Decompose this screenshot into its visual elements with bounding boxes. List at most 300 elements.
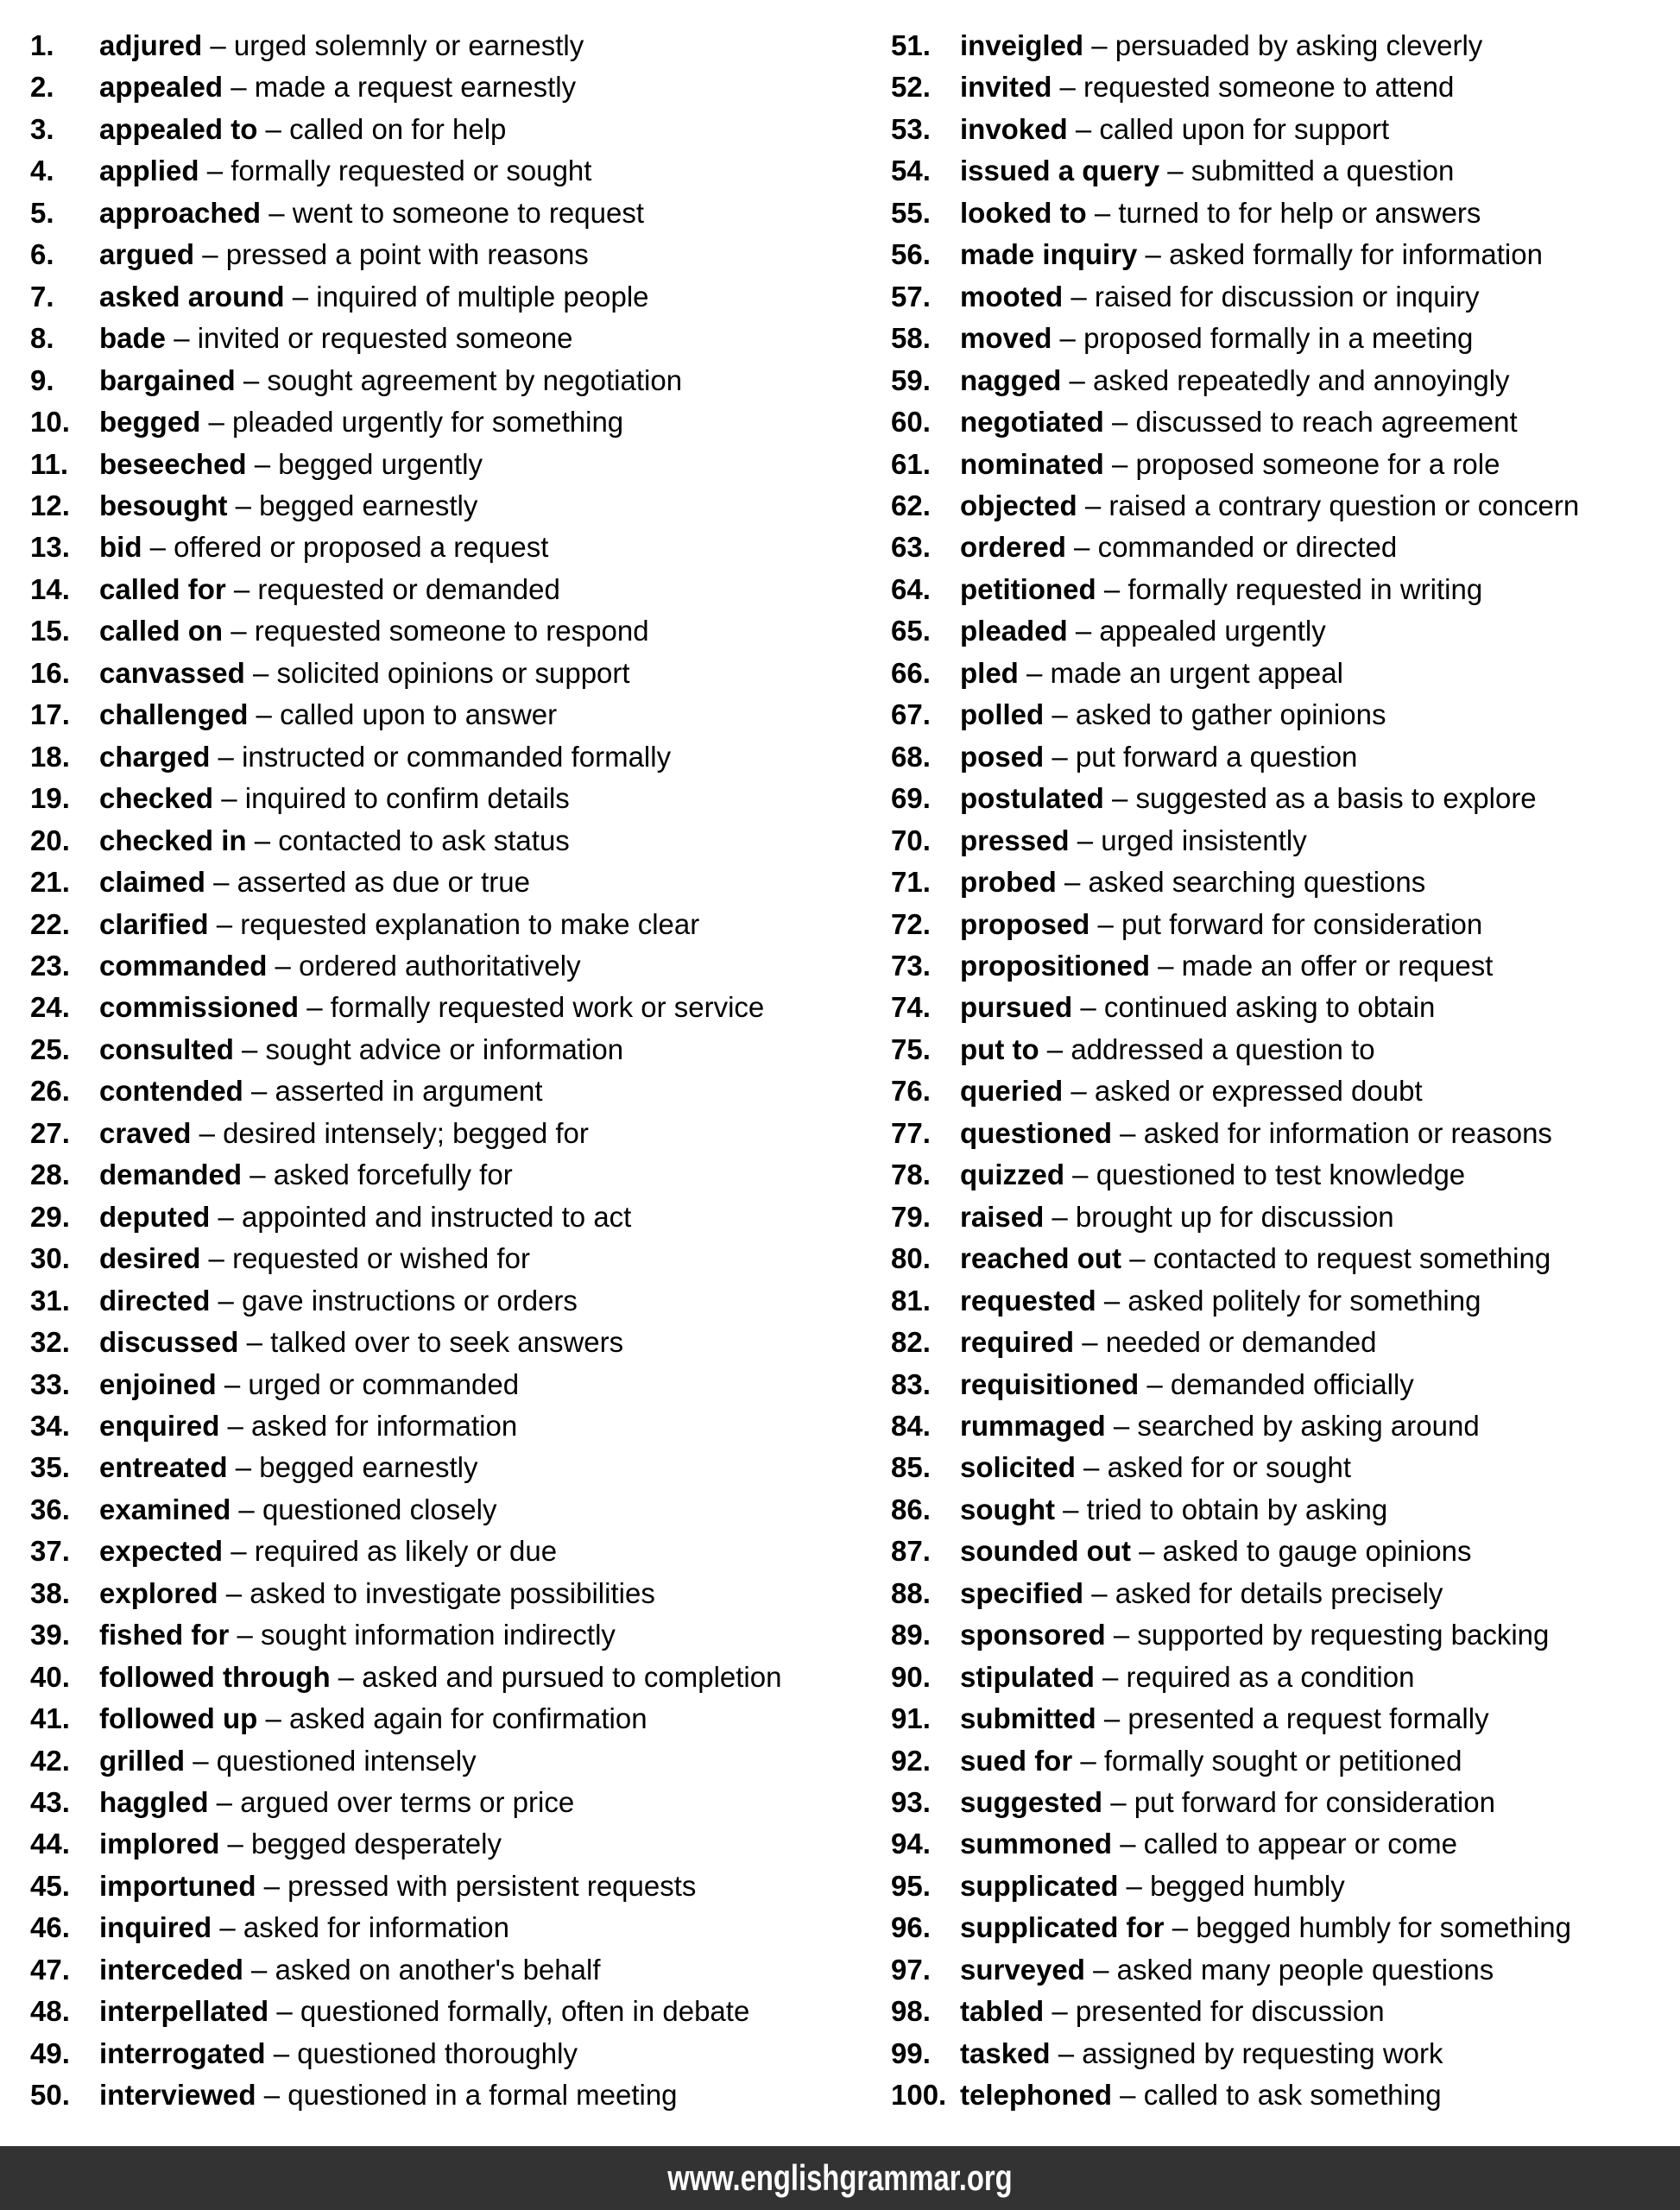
- item-entry: [960, 322, 1473, 354]
- list-item: [891, 1405, 1680, 1447]
- item-number: 50.: [30, 2079, 70, 2112]
- item-definition: – suggested as a basis to explore: [1103, 782, 1537, 815]
- list-item: [891, 1154, 1680, 1196]
- item-definition: – sought agreement by negotiation: [235, 363, 683, 396]
- item-entry: [99, 1745, 477, 1777]
- item-term: besought: [99, 489, 228, 521]
- item-definition: – made an offer or request: [1149, 949, 1494, 982]
- item-definition: – asked for information: [219, 1409, 518, 1442]
- item-definition: – pressed a point with reasons: [194, 238, 589, 271]
- list-item: [891, 1698, 1680, 1740]
- item-number: 65.: [891, 615, 931, 647]
- item-number: 17.: [30, 698, 70, 731]
- item-term: craved: [99, 1116, 192, 1149]
- item-definition: – searched by asking around: [1105, 1409, 1480, 1442]
- item-term: commanded: [99, 949, 268, 982]
- list-item: [30, 1740, 891, 1782]
- item-term: supplicated for: [960, 1911, 1165, 1944]
- list-item: [891, 1614, 1680, 1656]
- item-entry: [99, 615, 649, 647]
- item-number: 36.: [30, 1493, 70, 1525]
- item-entry: [960, 1828, 1457, 1860]
- item-definition: – pleaded urgently for something: [200, 406, 624, 439]
- item-entry: [99, 1117, 589, 1149]
- item-entry: [960, 1326, 1377, 1358]
- list-item: [891, 1949, 1680, 1991]
- list-item: [30, 1280, 891, 1322]
- item-number: 39.: [30, 1619, 70, 1651]
- item-term: nominated: [960, 447, 1104, 480]
- item-entry: [99, 1911, 509, 1943]
- item-term: examined: [99, 1493, 231, 1525]
- item-entry: [960, 489, 1579, 521]
- list-item: [30, 1949, 891, 1991]
- item-definition: – requested someone to attend: [1052, 71, 1455, 104]
- list-item: [891, 109, 1680, 150]
- item-number: 80.: [891, 1242, 931, 1275]
- item-definition: – asked or expressed doubt: [1063, 1075, 1423, 1108]
- item-number: 35.: [30, 1451, 70, 1484]
- item-term: argued: [99, 238, 195, 271]
- item-definition: – asked formally for information: [1137, 238, 1543, 271]
- item-entry: [960, 155, 1454, 186]
- item-number: 71.: [891, 866, 931, 899]
- item-entry: [99, 155, 591, 186]
- item-number: 59.: [891, 363, 931, 396]
- item-entry: [960, 113, 1389, 145]
- item-entry: [960, 657, 1343, 689]
- item-definition: – appointed and instructed to act: [210, 1200, 632, 1233]
- item-number: 55.: [891, 196, 931, 229]
- item-number: 10.: [30, 406, 70, 439]
- list-item: [891, 1238, 1680, 1279]
- item-definition: – needed or demanded: [1074, 1326, 1377, 1359]
- item-number: 45.: [30, 1869, 70, 1902]
- list-item: [30, 276, 891, 318]
- item-entry: [960, 698, 1386, 730]
- item-number: 19.: [30, 782, 70, 815]
- list-item: [30, 485, 891, 527]
- item-definition: – pressed with persistent requests: [256, 1869, 697, 1902]
- item-number: 63.: [891, 531, 931, 564]
- item-number: 9.: [30, 363, 54, 396]
- item-definition: – begged urgently: [246, 447, 483, 480]
- item-number: 1.: [30, 29, 54, 61]
- list-item: [891, 736, 1680, 778]
- item-entry: [99, 1075, 543, 1107]
- list-item: [30, 2074, 891, 2116]
- item-term: asked around: [99, 280, 285, 313]
- item-number: 62.: [891, 489, 931, 521]
- item-number: 74.: [891, 991, 931, 1024]
- item-number: 6.: [30, 238, 54, 271]
- list-item: [891, 610, 1680, 652]
- item-definition: – asserted in argument: [243, 1075, 543, 1108]
- list-item: [30, 444, 891, 485]
- item-definition: – asked on another's behalf: [243, 1953, 601, 1986]
- item-term: demanded: [99, 1159, 243, 1191]
- item-number: 81.: [891, 1284, 931, 1317]
- item-entry: [960, 1745, 1462, 1777]
- item-number: 21.: [30, 866, 70, 899]
- item-term: begged: [99, 406, 201, 439]
- item-definition: – persuaded by asking cleverly: [1083, 29, 1483, 61]
- item-definition: – asserted as due or true: [205, 866, 530, 899]
- item-entry: [99, 824, 570, 856]
- item-number: 48.: [30, 1995, 70, 2028]
- item-definition: – requested or wished for: [200, 1242, 530, 1275]
- list-item: [30, 1991, 891, 2032]
- list-item: [30, 1614, 891, 1656]
- item-entry: [960, 908, 1482, 940]
- item-term: entreated: [99, 1451, 228, 1484]
- item-entry: [960, 1117, 1552, 1149]
- list-item: [891, 193, 1680, 234]
- item-definition: – urged solemnly or earnestly: [202, 29, 584, 61]
- item-definition: – proposed formally in a meeting: [1052, 322, 1474, 355]
- item-entry: [960, 238, 1543, 270]
- item-number: 64.: [891, 572, 931, 605]
- item-entry: [99, 1577, 655, 1609]
- item-definition: – asked forcefully for: [242, 1159, 513, 1191]
- item-definition: – asked and pursued to completion: [330, 1660, 782, 1693]
- item-number: 14.: [30, 572, 70, 605]
- list-item: [891, 360, 1680, 401]
- item-number: 44.: [30, 1828, 70, 1860]
- item-definition: – called to ask something: [1112, 2079, 1442, 2112]
- item-term: mooted: [960, 280, 1064, 313]
- list-item: [891, 527, 1680, 568]
- list-item: [891, 1907, 1680, 1948]
- item-number: 27.: [30, 1116, 70, 1149]
- item-term: called for: [99, 572, 226, 605]
- item-definition: – continued asking to obtain: [1072, 991, 1436, 1024]
- item-definition: – went to someone to request: [261, 196, 644, 229]
- item-entry: [99, 238, 589, 270]
- item-definition: – asked again for confirmation: [257, 1702, 647, 1735]
- item-term: adjured: [99, 29, 203, 61]
- item-definition: – urged insistently: [1069, 824, 1307, 856]
- item-definition: – contacted to ask status: [246, 824, 570, 856]
- item-number: 32.: [30, 1326, 70, 1359]
- item-entry: [960, 1285, 1481, 1317]
- list-item: [30, 569, 891, 610]
- item-entry: [960, 2037, 1443, 2069]
- item-number: 92.: [891, 1744, 931, 1777]
- item-term: supplicated: [960, 1869, 1119, 1902]
- list-item: [891, 1531, 1680, 1572]
- item-term: reached out: [960, 1242, 1122, 1275]
- item-definition: – requested explanation to make clear: [208, 907, 700, 940]
- item-definition: – invited or requested someone: [166, 322, 573, 355]
- list-item: [30, 109, 891, 150]
- item-term: bade: [99, 322, 167, 355]
- item-definition: – begged humbly for something: [1164, 1911, 1571, 1944]
- item-definition: – sought advice or information: [233, 1032, 624, 1065]
- item-entry: [960, 1577, 1443, 1609]
- list-item: [891, 1197, 1680, 1238]
- item-entry: [960, 866, 1425, 898]
- item-entry: [960, 782, 1537, 814]
- item-number: 93.: [891, 1786, 931, 1819]
- item-term: interviewed: [99, 2079, 256, 2112]
- item-number: 42.: [30, 1744, 70, 1777]
- item-number: 66.: [891, 656, 931, 689]
- item-term: made inquiry: [960, 238, 1138, 271]
- item-entry: [99, 698, 557, 730]
- item-number: 61.: [891, 447, 931, 480]
- item-term: raised: [960, 1200, 1045, 1233]
- item-definition: – gave instructions or orders: [210, 1284, 578, 1317]
- item-entry: [960, 1075, 1423, 1107]
- item-term: sponsored: [960, 1619, 1106, 1651]
- item-term: posed: [960, 740, 1045, 773]
- item-number: 79.: [891, 1200, 931, 1233]
- item-entry: [960, 406, 1518, 438]
- word-list-column-2: [891, 25, 1680, 2117]
- item-entry: [960, 71, 1454, 103]
- item-number: 47.: [30, 1953, 70, 1986]
- item-entry: [99, 29, 584, 61]
- item-entry: [960, 1535, 1471, 1567]
- list-item: [30, 1029, 891, 1070]
- item-entry: [99, 281, 649, 313]
- item-definition: – made a request earnestly: [223, 71, 577, 104]
- item-definition: – turned to for help or answers: [1086, 196, 1481, 229]
- list-item: [30, 1907, 891, 1948]
- item-entry: [99, 1451, 477, 1483]
- item-number: 94.: [891, 1828, 931, 1860]
- item-definition: – asked searching questions: [1056, 866, 1426, 899]
- item-term: charged: [99, 740, 211, 773]
- item-number: 26.: [30, 1075, 70, 1108]
- item-number: 33.: [30, 1367, 70, 1400]
- item-definition: – ordered authoritatively: [267, 949, 581, 982]
- item-term: checked: [99, 782, 214, 815]
- item-number: 15.: [30, 615, 70, 647]
- item-term: interceded: [99, 1953, 243, 1986]
- item-term: followed through: [99, 1660, 331, 1693]
- item-entry: [99, 406, 623, 438]
- list-item: [30, 1113, 891, 1154]
- item-number: 16.: [30, 656, 70, 689]
- item-number: 85.: [891, 1451, 931, 1484]
- item-term: requested: [960, 1284, 1096, 1317]
- list-item: [891, 1070, 1680, 1112]
- item-entry: [99, 657, 630, 689]
- item-definition: – required as a condition: [1094, 1660, 1415, 1693]
- item-term: tabled: [960, 1995, 1045, 2028]
- item-definition: – called to appear or come: [1112, 1828, 1457, 1860]
- item-number: 68.: [891, 740, 931, 773]
- list-item: [30, 1657, 891, 1698]
- item-term: negotiated: [960, 406, 1104, 439]
- item-number: 70.: [891, 824, 931, 856]
- list-item: [30, 904, 891, 945]
- item-entry: [99, 1661, 781, 1693]
- item-term: clarified: [99, 907, 209, 940]
- list-item: [30, 1154, 891, 1196]
- list-item: [30, 1405, 891, 1447]
- item-entry: [99, 1368, 519, 1400]
- item-number: 84.: [891, 1409, 931, 1442]
- list-item: [891, 2033, 1680, 2074]
- item-term: beseeched: [99, 447, 247, 480]
- item-number: 5.: [30, 196, 54, 229]
- item-entry: [99, 1201, 631, 1233]
- item-definition: – questioned intensely: [185, 1744, 477, 1777]
- item-number: 34.: [30, 1409, 70, 1442]
- item-term: discussed: [99, 1326, 239, 1359]
- item-number: 75.: [891, 1032, 931, 1065]
- item-number: 51.: [891, 29, 931, 61]
- item-definition: – solicited opinions or support: [244, 656, 630, 689]
- item-term: followed up: [99, 1702, 258, 1735]
- item-term: interrogated: [99, 2036, 266, 2069]
- item-entry: [99, 364, 682, 396]
- list-item: [891, 276, 1680, 318]
- item-definition: – proposed someone for a role: [1103, 447, 1500, 480]
- item-entry: [99, 950, 581, 982]
- item-definition: – asked for or sought: [1075, 1451, 1352, 1484]
- item-term: checked in: [99, 824, 247, 856]
- item-term: surveyed: [960, 1953, 1085, 1986]
- item-number: 53.: [891, 112, 931, 145]
- list-item: [30, 318, 891, 359]
- list-item: [30, 1531, 891, 1572]
- item-definition: – asked to investigate possibilities: [218, 1576, 655, 1609]
- item-definition: – assigned by requesting work: [1050, 2036, 1443, 2069]
- item-definition: – presented a request formally: [1096, 1702, 1489, 1735]
- item-entry: [960, 197, 1481, 229]
- item-number: 72.: [891, 907, 931, 940]
- item-number: 52.: [891, 71, 931, 104]
- item-term: postulated: [960, 782, 1104, 815]
- item-entry: [960, 991, 1435, 1023]
- item-entry: [960, 531, 1397, 563]
- list-item: [891, 66, 1680, 108]
- item-entry: [960, 1870, 1345, 1902]
- item-definition: – talked over to seek answers: [238, 1326, 624, 1359]
- item-entry: [99, 1870, 696, 1902]
- item-entry: [99, 908, 699, 940]
- item-entry: [960, 1493, 1387, 1525]
- item-definition: – raised for discussion or inquiry: [1063, 280, 1480, 313]
- list-item: [891, 1322, 1680, 1363]
- item-entry: [99, 531, 548, 563]
- item-term: looked to: [960, 196, 1087, 229]
- item-definition: – begged earnestly: [227, 489, 478, 521]
- item-definition: – asked politely for something: [1096, 1284, 1481, 1317]
- item-term: tasked: [960, 2036, 1051, 2069]
- item-definition: – asked to gather opinions: [1044, 698, 1386, 731]
- item-term: applied: [99, 155, 199, 187]
- item-entry: [99, 1326, 623, 1358]
- list-item: [891, 1113, 1680, 1154]
- item-number: 18.: [30, 740, 70, 773]
- item-number: 37.: [30, 1535, 70, 1568]
- item-entry: [99, 1786, 574, 1818]
- item-term: contended: [99, 1075, 243, 1108]
- item-entry: [960, 573, 1482, 605]
- website-url: www.englishgrammar.org: [667, 2157, 1013, 2198]
- item-term: issued a query: [960, 155, 1160, 187]
- item-term: solicited: [960, 1451, 1076, 1484]
- item-number: 96.: [891, 1911, 931, 1944]
- list-item: [30, 1322, 891, 1363]
- item-number: 29.: [30, 1200, 70, 1233]
- item-term: moved: [960, 322, 1052, 355]
- list-item: [891, 318, 1680, 359]
- item-entry: [960, 1661, 1414, 1693]
- item-term: telephoned: [960, 2079, 1113, 2112]
- item-definition: – addressed a question to: [1039, 1032, 1375, 1065]
- item-entry: [99, 2079, 678, 2111]
- list-item: [30, 2033, 891, 2074]
- item-number: 82.: [891, 1326, 931, 1359]
- item-number: 69.: [891, 782, 931, 815]
- item-number: 58.: [891, 322, 931, 355]
- item-term: petitioned: [960, 572, 1096, 605]
- item-entry: [99, 1493, 496, 1525]
- item-entry: [960, 950, 1493, 982]
- item-entry: [960, 741, 1357, 773]
- item-term: put to: [960, 1032, 1039, 1065]
- item-term: importuned: [99, 1869, 256, 1902]
- item-entry: [99, 1242, 530, 1274]
- item-number: 3.: [30, 112, 54, 145]
- list-item: [891, 1029, 1680, 1070]
- item-definition: – instructed or commanded formally: [210, 740, 672, 773]
- item-entry: [960, 364, 1510, 396]
- item-entry: [960, 1786, 1495, 1818]
- item-definition: – questioned in a formal meeting: [256, 2079, 678, 2112]
- list-item: [891, 2074, 1680, 2116]
- item-entry: [960, 281, 1480, 313]
- item-definition: – desired intensely; begged for: [191, 1116, 589, 1149]
- item-definition: – put forward for consideration: [1102, 1786, 1495, 1819]
- item-number: 8.: [30, 322, 54, 355]
- item-term: specified: [960, 1576, 1084, 1609]
- item-number: 24.: [30, 991, 70, 1024]
- item-entry: [960, 1451, 1351, 1483]
- item-number: 49.: [30, 2036, 70, 2069]
- item-term: invoked: [960, 112, 1068, 145]
- list-item: [30, 862, 891, 903]
- item-term: explored: [99, 1576, 218, 1609]
- item-number: 2.: [30, 71, 54, 104]
- list-item: [891, 1823, 1680, 1865]
- item-entry: [960, 1201, 1394, 1233]
- item-number: 100.: [891, 2079, 947, 2112]
- item-definition: – brought up for discussion: [1044, 1200, 1394, 1233]
- list-item: [891, 904, 1680, 945]
- item-number: 67.: [891, 698, 931, 731]
- item-entry: [960, 29, 1482, 61]
- list-item: [891, 653, 1680, 694]
- list-item: [30, 1866, 891, 1907]
- item-entry: [99, 782, 570, 814]
- list-item: [30, 820, 891, 862]
- item-definition: – asked many people questions: [1084, 1953, 1494, 1986]
- item-definition: – formally requested work or service: [299, 991, 765, 1024]
- item-definition: – formally sought or petitioned: [1072, 1744, 1462, 1777]
- list-item: [30, 1197, 891, 1238]
- item-number: 20.: [30, 824, 70, 856]
- list-item: [891, 444, 1680, 485]
- item-definition: – asked for information: [212, 1911, 510, 1944]
- list-item: [30, 193, 891, 234]
